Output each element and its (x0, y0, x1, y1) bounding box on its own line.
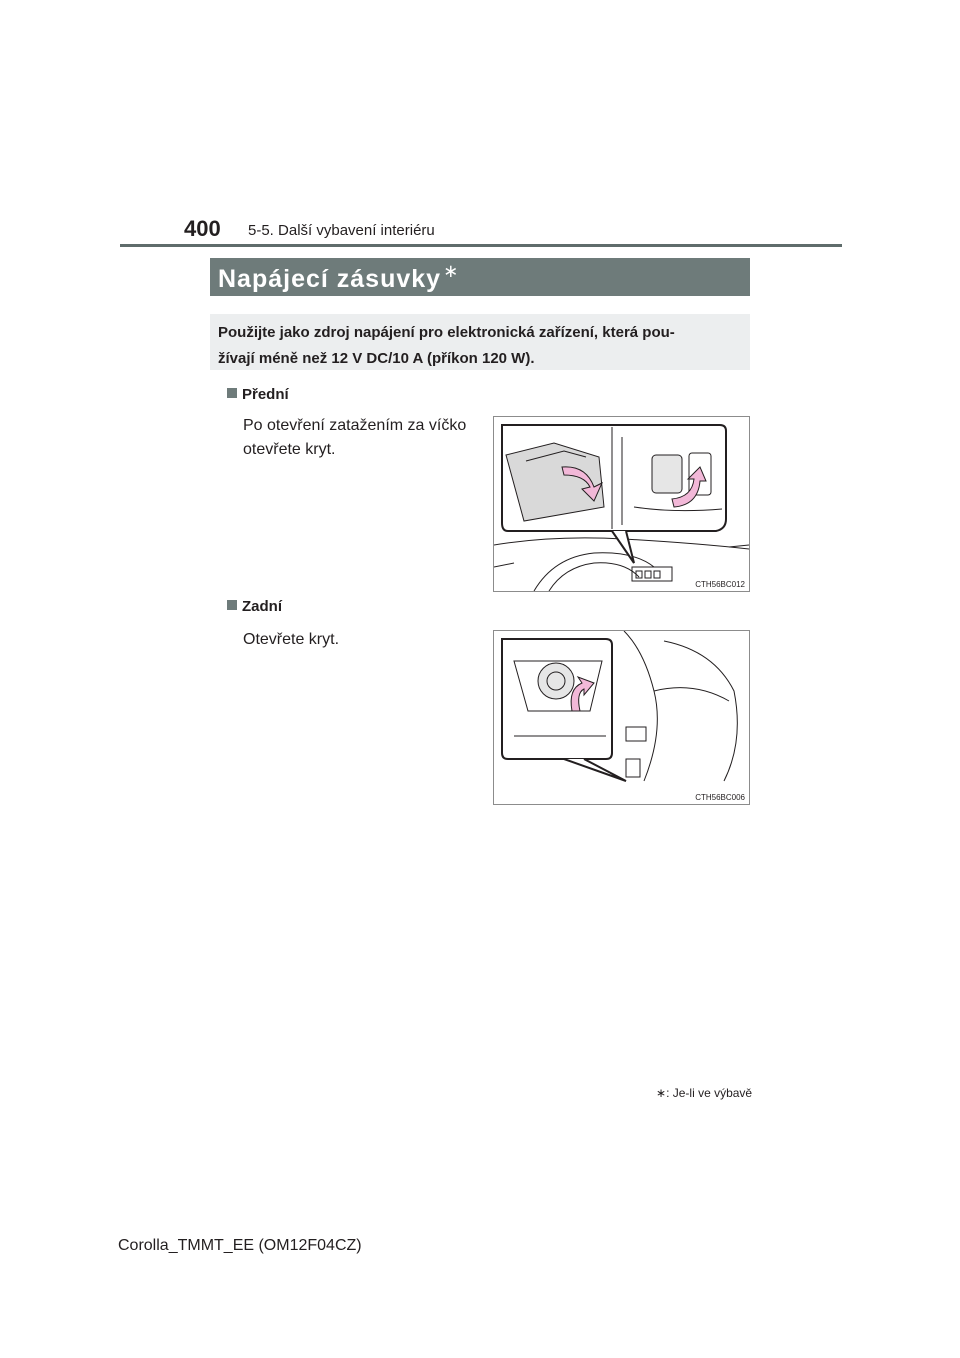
footer-model: Corolla_TMMT_EE (OM12F04CZ) (118, 1237, 362, 1254)
front-socket-illustration (493, 416, 750, 592)
front-socket-drawing (494, 417, 749, 591)
header-rule (120, 244, 842, 247)
front-instruction-line-2: otevřete kryt. (243, 441, 336, 458)
section-title (210, 258, 750, 296)
front-instruction-line-1: Po otevření zatažením za víčko (243, 417, 467, 434)
rear-heading-text: Zadní (242, 598, 282, 615)
intro-box (210, 314, 750, 370)
figure-code: CTH56BC006 (695, 793, 745, 802)
rear-instruction: Otevřete kryt. (243, 631, 340, 648)
intro-line-1: Použijte jako zdroj napájení pro elektronická zařízení, která pou- (218, 324, 675, 341)
intro-line-2: žívají méně než 12 V DC/10 A (příkon 120 W). (218, 350, 535, 367)
bullet-square-icon (227, 600, 237, 610)
bullet-square-icon (227, 388, 237, 398)
front-heading (227, 386, 289, 403)
front-instruction (243, 414, 483, 462)
footnote-text: : Je-li ve výbavě (666, 1086, 753, 1100)
rear-socket-drawing (494, 631, 749, 804)
rear-socket-illustration (493, 630, 750, 805)
front-heading-text: Přední (242, 386, 289, 403)
figure-code: CTH56BC012 (695, 580, 745, 589)
section-title-text: Napájecí zásuvky (218, 265, 442, 293)
chapter-title: 5-5. Další vybavení interiéru (248, 222, 435, 239)
page-number: 400 (184, 216, 221, 241)
rear-heading (227, 598, 282, 615)
footnote-mark: ∗ (656, 1086, 667, 1100)
footnote (656, 1086, 752, 1100)
optional-equipment-mark: ∗ (443, 261, 460, 281)
